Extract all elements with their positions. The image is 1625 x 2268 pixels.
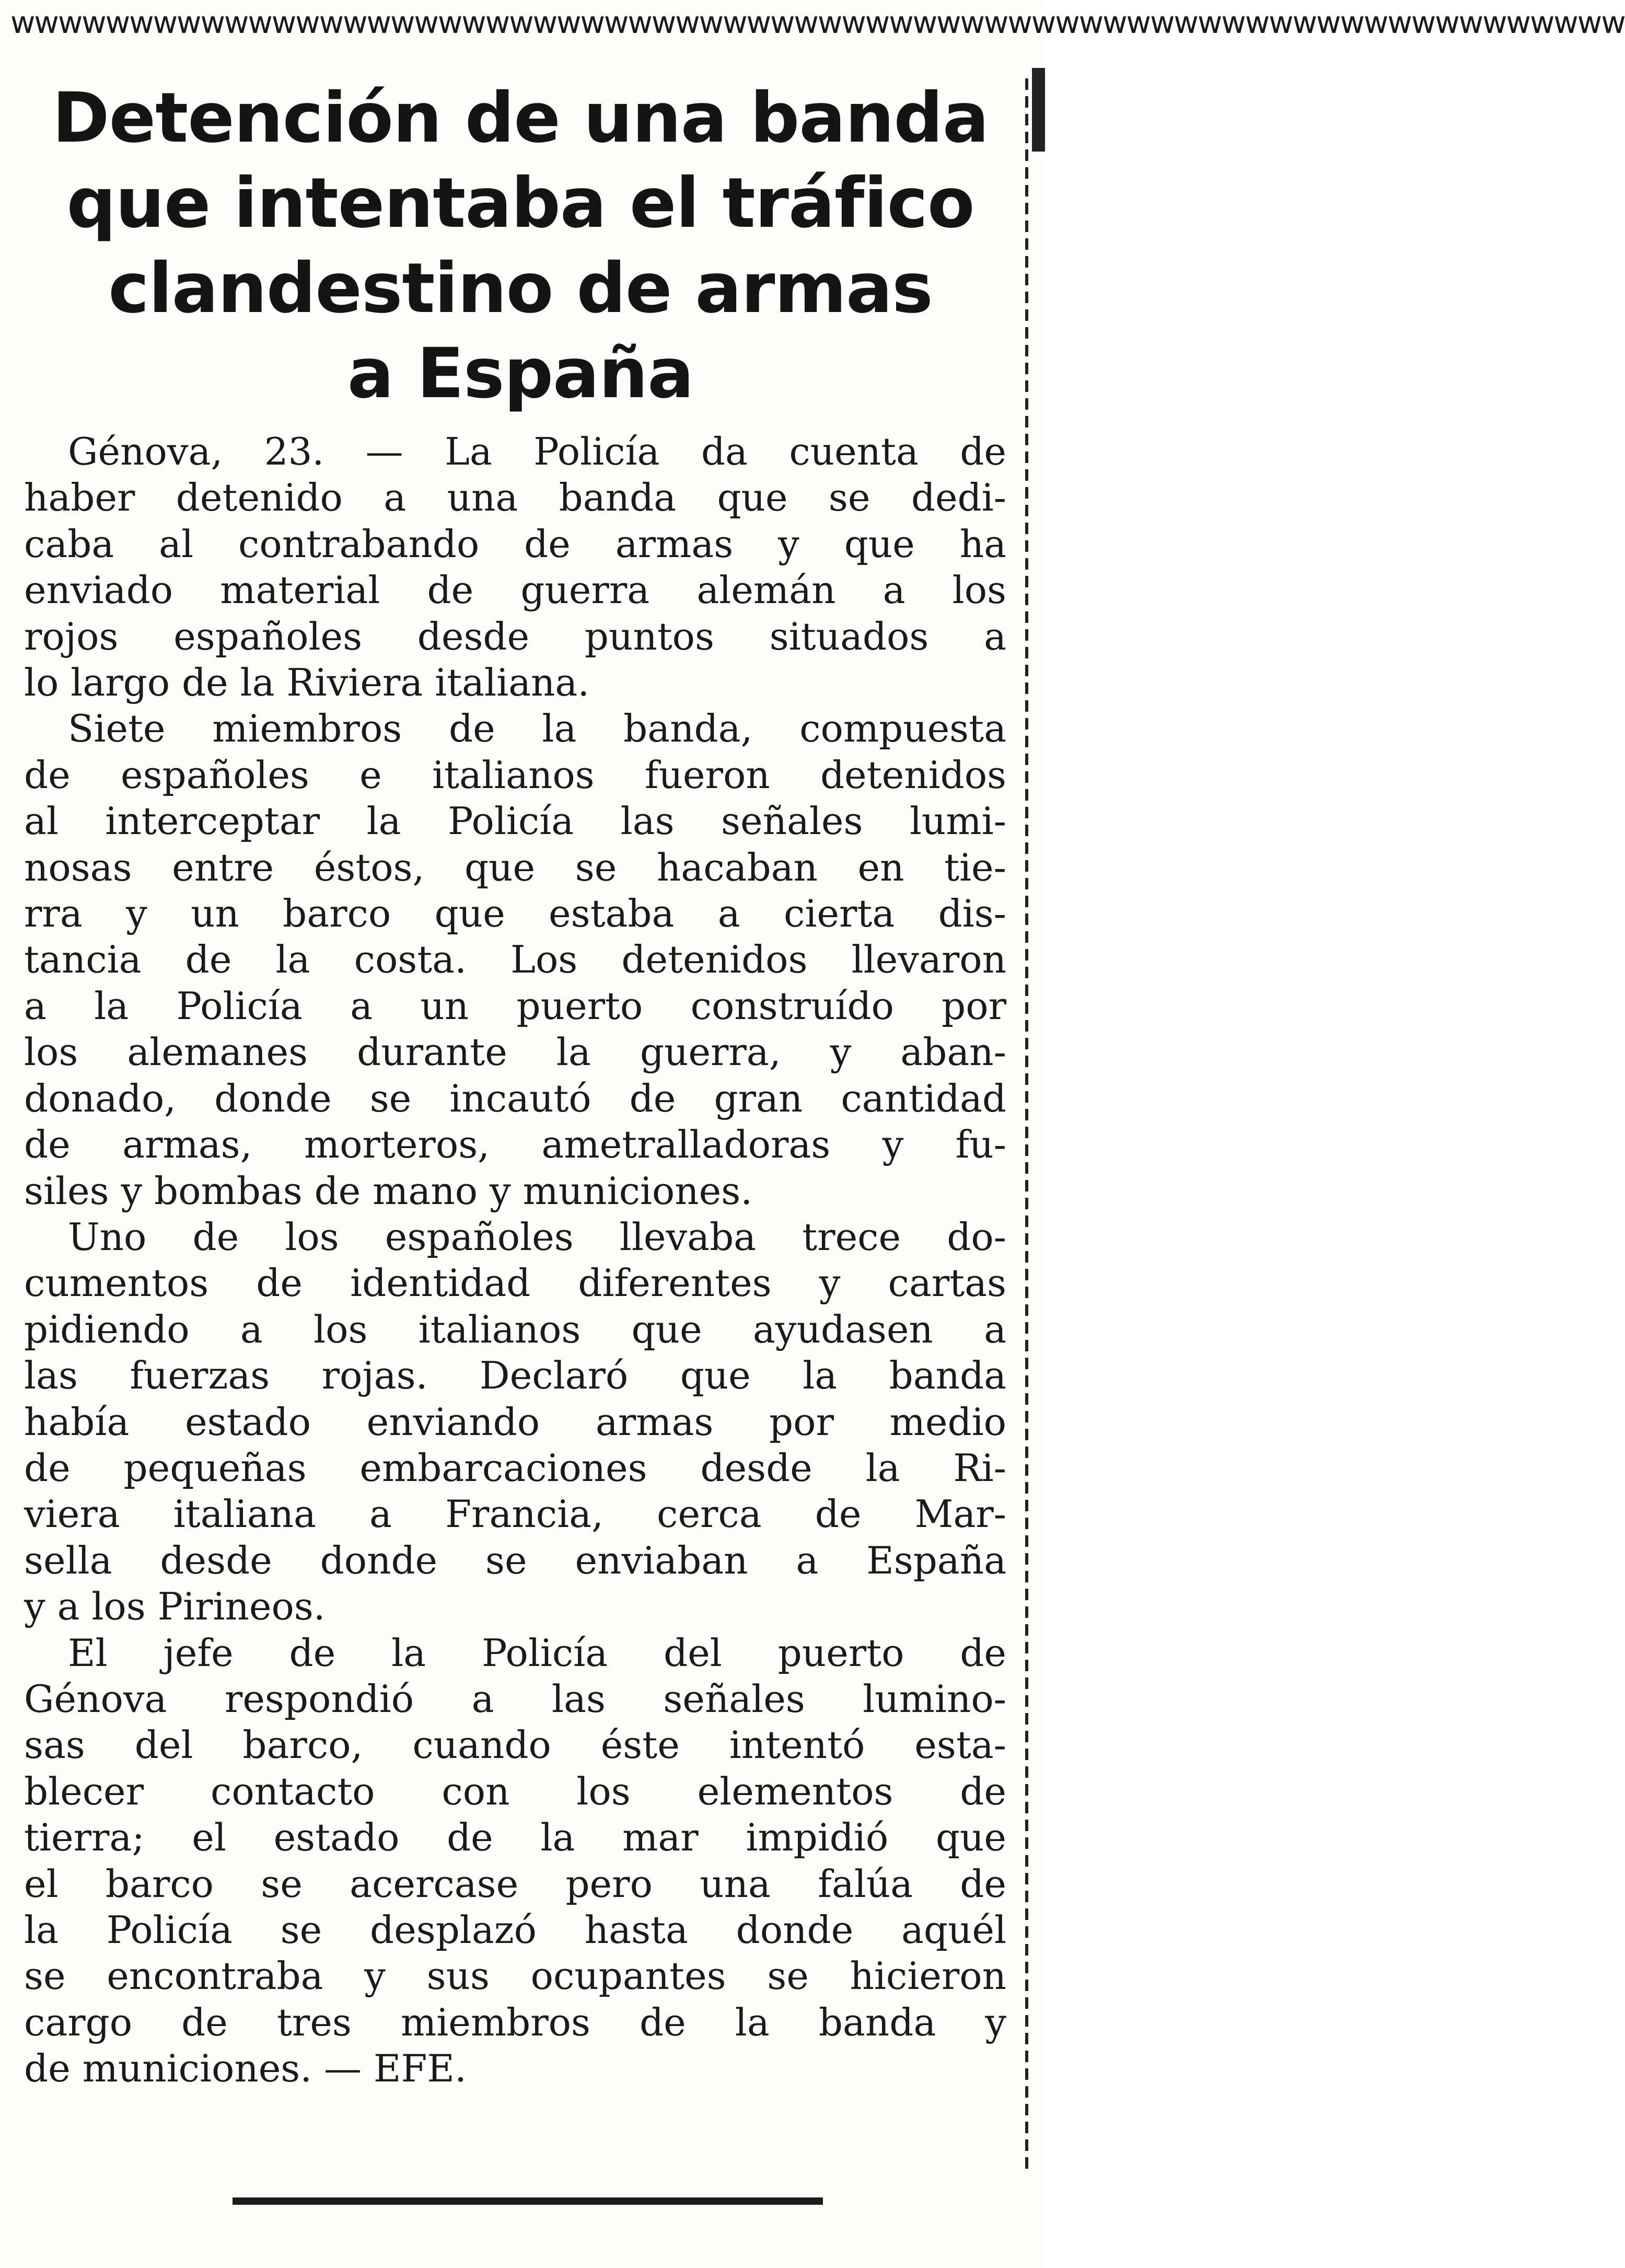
- text-line: viera italiana a Francia, cerca de Mar-: [24, 1492, 1006, 1536]
- text-line: siles y bombas de mano y municiones.: [24, 1168, 753, 1213]
- paragraph-4: [24, 1630, 1006, 2092]
- text-line: cumentos de identidad diferentes y cartas: [24, 1261, 1006, 1305]
- text-line: El jefe de la Policía del puerto de: [68, 1630, 1006, 1675]
- text-line: los alemanes durante la guerra, y aban-: [24, 1030, 1006, 1074]
- headline-line: que intentaba el tráfico: [66, 163, 974, 244]
- text-line: a la Policía a un puerto construído por: [24, 983, 1006, 1028]
- text-line: las fuerzas rojas. Declaró que la banda: [24, 1353, 1006, 1398]
- text-line: haber detenido a una banda que se dedi-: [24, 476, 1006, 520]
- adjacent-column-fragment: [1032, 68, 1045, 152]
- text-line: enviado material de guerra alemán a los: [24, 568, 1006, 612]
- text-line: y a los Pirineos.: [24, 1584, 326, 1629]
- headline-line: clandestino de armas: [108, 248, 933, 329]
- text-line: nosas entre éstos, que se hacaban en tie-: [24, 845, 1006, 889]
- text-line: pidiendo a los italianos que ayudasen a: [24, 1307, 1006, 1351]
- text-line: se encontraba y sus ocupantes se hicieron: [24, 1954, 1006, 1998]
- text-line: tierra; el estado de la mar impidió que: [24, 1815, 1006, 1860]
- text-line: el barco se acercase pero una falúa de: [24, 1861, 1006, 1906]
- text-line: rojos españoles desde puntos situados a: [24, 614, 1006, 658]
- headline-line: a España: [347, 333, 694, 414]
- headline-line: Detención de una banda: [52, 78, 989, 158]
- top-decorative-rule: wwwwwwwwwwwwwwwwwwwwwwwwwwwwwwwwwwwwwwwwwwwwwwwwwwwwwwwwwwwwwwwwwwww: [10, 5, 1625, 40]
- text-line: caba al contrabando de armas y que ha: [24, 522, 1006, 566]
- closing-rule: [233, 2197, 823, 2205]
- text-line: donado, donde se incautó de gran cantidad: [24, 1076, 1006, 1120]
- text-line: de municiones. — EFE.: [24, 2046, 467, 2091]
- paragraph-2: [24, 705, 1006, 1213]
- text-line: había estado enviando armas por medio: [24, 1399, 1006, 1444]
- text-line: Uno de los españoles llevaba trece do-: [68, 1214, 1006, 1259]
- text-line: la Policía se desplazó hasta donde aquél: [24, 1908, 1006, 1952]
- column-divider: [1025, 78, 1028, 2169]
- text-line: de armas, morteros, ametralladoras y fu-: [24, 1123, 1006, 1167]
- paragraph-1: [24, 429, 1006, 705]
- text-line: tancia de la costa. Los detenidos llevaron: [24, 938, 1006, 982]
- text-line: blecer contacto con los elementos de: [24, 1769, 1006, 1813]
- text-line: Génova respondió a las señales lumino-: [24, 1676, 1006, 1721]
- text-line: Génova, 23. — La Policía da cuenta de: [68, 430, 1006, 473]
- text-line: cargo de tres miembros de la banda y: [24, 2000, 1006, 2044]
- text-line: sella desde donde se enviaban a España: [24, 1538, 1006, 1582]
- text-line: de pequeñas embarcaciones desde la Ri-: [24, 1445, 1006, 1490]
- article-body: [24, 429, 1006, 2092]
- text-line: lo largo de la Riviera italiana.: [24, 661, 590, 705]
- text-line: sas del barco, cuando éste intentó esta-: [24, 1723, 1006, 1767]
- text-line: de españoles e italianos fueron detenidos: [24, 753, 1006, 797]
- paragraph-3: [24, 1214, 1006, 1630]
- text-line: al interceptar la Policía las señales lumi-: [24, 799, 1006, 843]
- text-line: Siete miembros de la banda, compuesta: [68, 707, 1006, 751]
- headline: [34, 76, 1006, 416]
- text-line: rra y un barco que estaba a cierta dis-: [24, 892, 1006, 936]
